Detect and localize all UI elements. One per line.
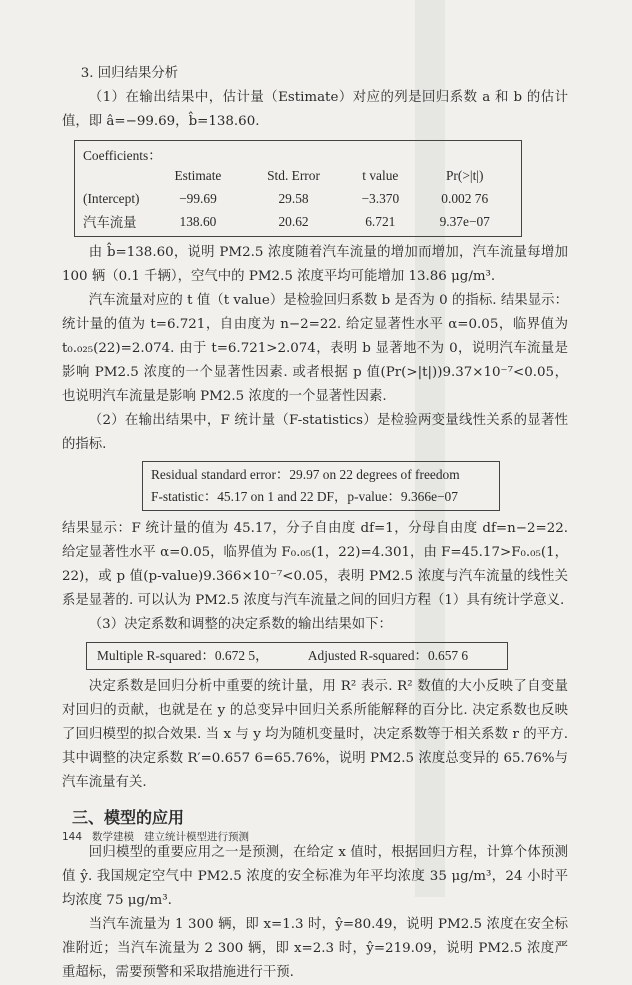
book-title: 数学建模 <box>92 831 135 843</box>
cell: 9.37e−07 <box>439 213 490 229</box>
cell: 6.721 <box>365 213 396 229</box>
header-cell: t value <box>362 167 399 183</box>
header-cell: Std. Error <box>267 167 320 183</box>
table-row <box>83 210 513 233</box>
paragraph: 回归模型的重要应用之一是预测，在给定 x 值时，根据回归方程，计算个体预测值 ŷ. 我国规定空气中 PM2.5 浓度的安全标准为年平均浓度 35 μg/m³，24 小时平均浓度 75 μg/m³. <box>62 845 568 908</box>
paragraph: （3）决定系数和调整的决定系数的输出结果如下： <box>88 617 392 632</box>
chapter-title: 建立统计模型进行预测 <box>144 831 250 843</box>
coefficients-table <box>83 164 513 233</box>
row-label: (Intercept) <box>83 190 140 206</box>
cell: 29.58 <box>278 190 309 206</box>
page-body <box>62 62 568 985</box>
cell: −99.69 <box>179 190 217 206</box>
subsection-heading: 3. 回归结果分析 <box>80 66 179 81</box>
fstatistic-box <box>142 461 500 511</box>
header-cell: Pr(>|t|) <box>445 167 484 183</box>
paragraph: （1）在输出结果中，估计量（Estimate）对应的列是回归系数 a 和 b 的估计值，即 â=−99.69，b̂=138.60. <box>62 90 568 129</box>
cell: −3.370 <box>361 190 400 206</box>
fstatistic-line: F-statistic：45.17 on 1 and 22 DF，p-value：9.366e−07 <box>151 489 458 504</box>
section-title: 三、模型的应用 <box>72 808 185 827</box>
coefficients-box <box>74 140 522 237</box>
paragraph: 结果显示：F 统计量的值为 45.17，分子自由度 df=1，分母自由度 df=n−2=22. 给定显著性水平 α=0.05，临界值为 F₀.₀₅(1，22)=4.301，由 F=45.17>F₀.₀₅(1，22)，或 p 值(p-value)9.366×10⁻⁷<0.05，表明 PM2.5 浓度与汽车流量的线性关系是显著的. 可以认为 PM2.5 浓度与汽车流量之间的回归方程（1）具有统计学意义. <box>62 521 568 608</box>
cell: 0.002 76 <box>441 190 489 206</box>
table-header-row <box>83 164 513 187</box>
paragraph: 汽车流量对应的 t 值（t value）是检验回归系数 b 是否为 0 的指标. 结果显示：统计量的值为 t=6.721，自由度为 n−2=22. 给定显著性水平 α=0.05，临界值为 t₀.₀₂₅(22)=2.074. 由于 t=6.721>2.074，表明 b 显著地不为 0，说明汽车流量是影响 PM2.5 浓度的一个显著性因素. 或者根据 p 值(Pr(>|t|))9.37×10⁻⁷<0.05，也说明汽车流量是影响 PM2.5 浓度的一个显著性因素. <box>62 293 568 404</box>
table-row <box>83 187 513 210</box>
rsquared-box <box>86 642 508 670</box>
header-cell <box>83 164 153 187</box>
coefficients-title: Coefficients： <box>83 148 162 163</box>
adjusted-r-squared: Adjusted R-squared：0.657 6 <box>307 648 469 663</box>
paragraph: 由 b̂=138.60，说明 PM2.5 浓度随着汽车流量的增加而增加，汽车流量每增加 100 辆（0.1 千辆），空气中的 PM2.5 浓度平均可能增加 13.86 μg/m³. <box>62 245 568 284</box>
residual-se-line: Residual standard error：29.97 on 22 degrees of freedom <box>151 467 460 482</box>
cell: 138.60 <box>179 213 217 229</box>
paragraph: 当汽车流量为 1 300 辆，即 x=1.3 时，ŷ=80.49，说明 PM2.5 浓度在安全标准附近；当汽车流量为 2 300 辆，即 x=2.3 时，ŷ=219.09，说明 PM2.5 浓度严重超标，需要预警和采取措施进行干预. <box>62 917 568 980</box>
paragraph: （2）在输出结果中，F 统计量（F-statistics）是检验两变量线性关系的显著性的指标. <box>62 413 568 452</box>
row-label: 汽车流量 <box>83 215 137 230</box>
cell: 20.62 <box>278 213 309 229</box>
header-cell: Estimate <box>174 167 222 183</box>
page-footer <box>62 829 259 844</box>
multiple-r-squared: Multiple R-squared：0.672 5， <box>97 648 269 663</box>
page-number: 144 <box>62 831 83 843</box>
paragraph: 决定系数是回归分析中重要的统计量，用 R² 表示. R² 数值的大小反映了自变量对回归的贡献，也就是在 y 的总变异中回归关系所能解释的百分比. 决定系数也反映了回归模型的拟合效果. 当 x 与 y 均为随机变量时，决定系数等于相关系数 r 的平方. 其中调整的决定系数 R′=0.657 6=65.76%，说明 PM2.5 浓度总变异的 65.76%与汽车流量有关. <box>62 679 568 790</box>
